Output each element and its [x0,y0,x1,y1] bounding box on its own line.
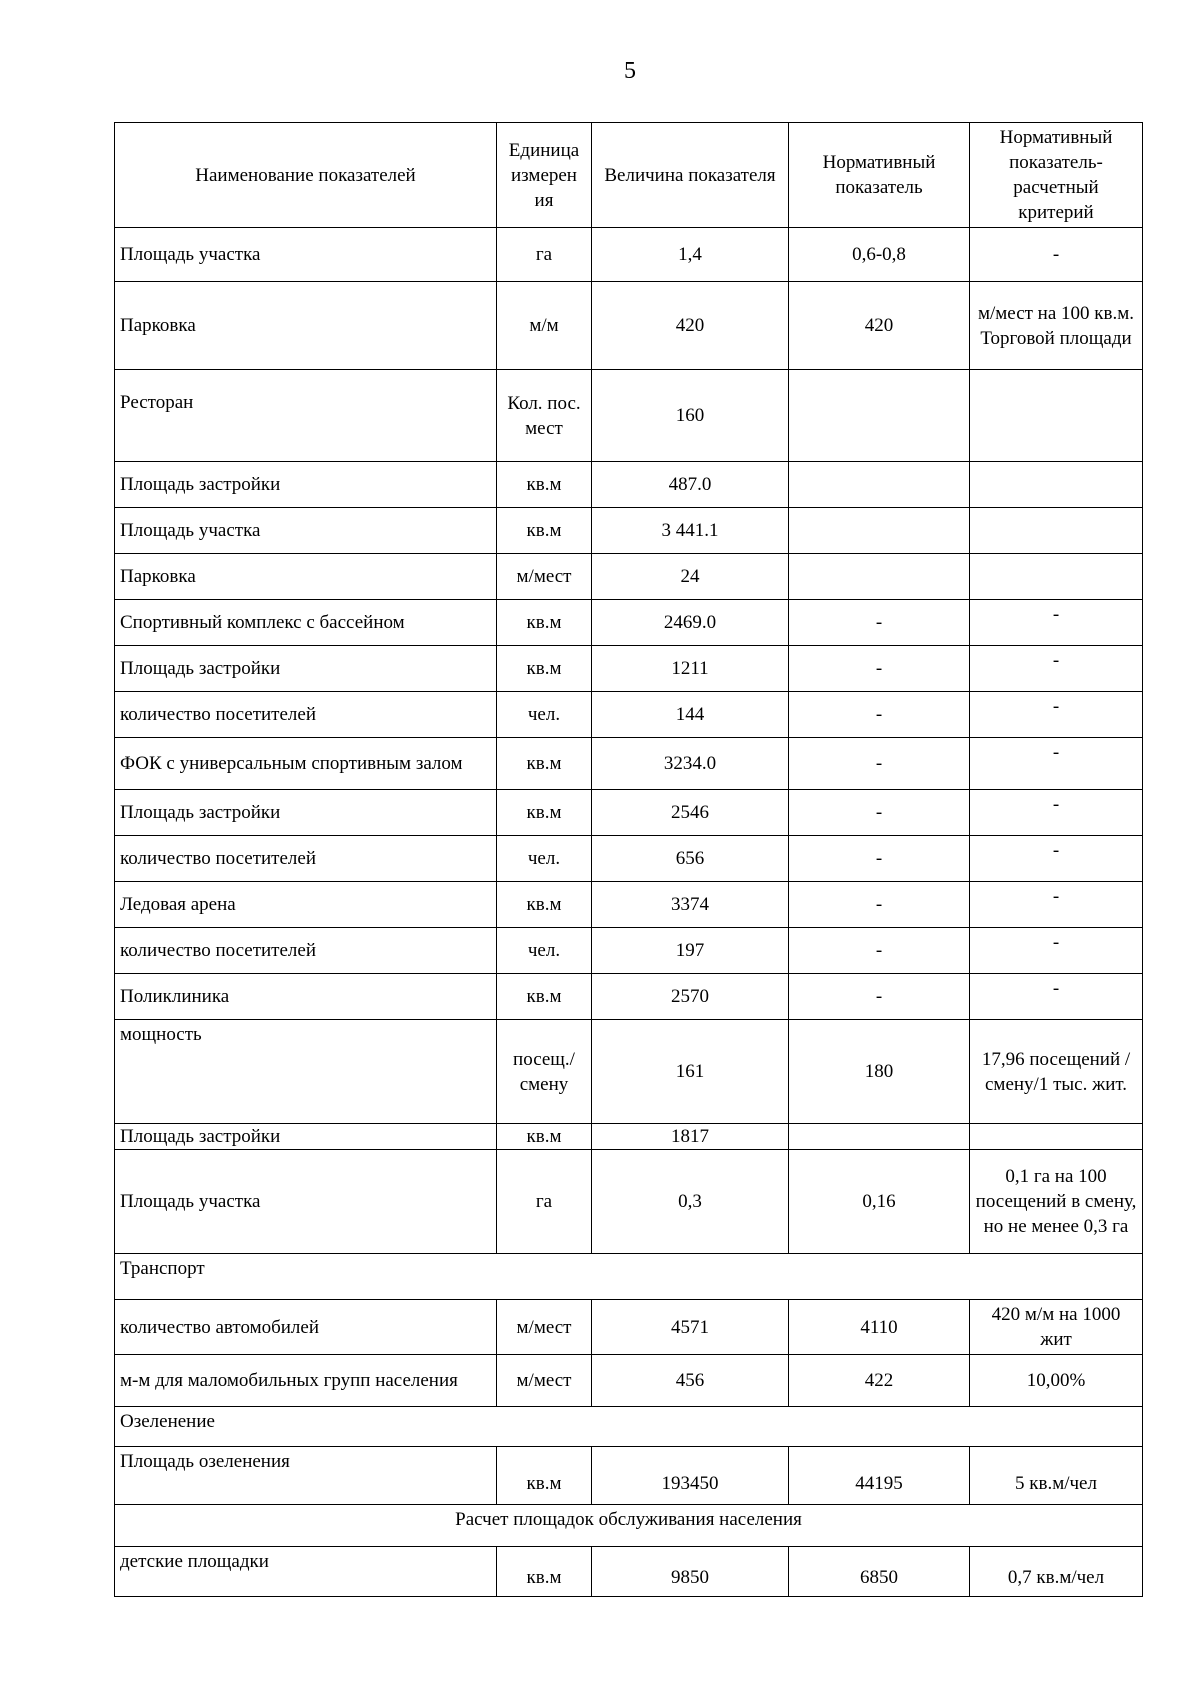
row-criterion: 0,7 кв.м/чел [970,1547,1143,1597]
row-unit: кв.м [497,462,592,508]
row-unit: кв.м [497,790,592,836]
row-value: 2546 [592,790,789,836]
row-name: Ресторан [115,370,497,462]
table-row [115,554,1143,600]
section-row-service [115,1505,1143,1547]
row-criterion: - [970,836,1143,882]
row-criterion: 0,1 га на 100 посещений в смену, но не менее 0,3 га [970,1150,1143,1254]
section-row-transport [115,1254,1143,1300]
table-row [115,462,1143,508]
row-unit: м/м [497,282,592,370]
row-criterion: - [970,882,1143,928]
row-norm [789,508,970,554]
row-unit: м/мест [497,1300,592,1355]
row-criterion: - [970,600,1143,646]
row-criterion: 17,96 посещений /смену/1 тыс. жит. [970,1020,1143,1124]
table-row [115,1020,1143,1124]
table-row [115,1547,1143,1597]
row-value: 197 [592,928,789,974]
table-row [115,508,1143,554]
row-criterion: - [970,974,1143,1020]
row-norm: - [789,646,970,692]
table-row [115,282,1143,370]
row-norm: - [789,738,970,790]
header-criterion: Нормативный показатель-расчетный критерий [970,123,1143,228]
row-norm: - [789,836,970,882]
table-row [115,1124,1143,1150]
table-row [115,836,1143,882]
row-value: 3374 [592,882,789,928]
row-name: количество посетителей [115,692,497,738]
row-value: 193450 [592,1447,789,1505]
row-name: мощность [115,1020,497,1124]
row-value: 161 [592,1020,789,1124]
row-name: Ледовая арена [115,882,497,928]
row-unit: м/мест [497,554,592,600]
header-name: Наименование показателей [115,123,497,228]
row-name: Площадь озеленения [115,1447,497,1505]
row-norm: - [789,692,970,738]
row-unit: чел. [497,928,592,974]
row-norm: - [789,974,970,1020]
section-row-greening [115,1407,1143,1447]
row-norm [789,554,970,600]
row-unit: кв.м [497,1124,592,1150]
table-row [115,370,1143,462]
table-row [115,738,1143,790]
row-norm: - [789,600,970,646]
row-criterion: 10,00% [970,1355,1143,1407]
row-criterion: - [970,692,1143,738]
row-criterion [970,370,1143,462]
indicators-table [114,122,1143,1597]
row-name: Поликлиника [115,974,497,1020]
row-norm: - [789,882,970,928]
row-criterion [970,462,1143,508]
row-value: 2469.0 [592,600,789,646]
row-norm: 44195 [789,1447,970,1505]
row-value: 24 [592,554,789,600]
row-name: ФОК с универсальным спортивным залом [115,738,497,790]
row-norm [789,462,970,508]
row-name: детские площадки [115,1547,497,1597]
row-unit: кв.м [497,646,592,692]
table-row [115,228,1143,282]
row-norm: 422 [789,1355,970,1407]
row-norm [789,1124,970,1150]
row-norm: - [789,790,970,836]
row-criterion: - [970,646,1143,692]
row-unit: га [497,228,592,282]
row-name: количество автомобилей [115,1300,497,1355]
row-norm: 6850 [789,1547,970,1597]
row-name: Площадь застройки [115,790,497,836]
row-value: 160 [592,370,789,462]
table-row [115,974,1143,1020]
row-name: количество посетителей [115,928,497,974]
row-name: Площадь застройки [115,1124,497,1150]
row-value: 487.0 [592,462,789,508]
section-greening: Озеленение [115,1407,1143,1447]
row-norm: 420 [789,282,970,370]
row-criterion: - [970,228,1143,282]
row-norm: 4110 [789,1300,970,1355]
row-norm [789,370,970,462]
header-norm: Нормативный показатель [789,123,970,228]
row-value: 0,3 [592,1150,789,1254]
section-transport: Транспорт [115,1254,1143,1300]
row-name: количество посетителей [115,836,497,882]
row-unit: чел. [497,692,592,738]
row-value: 3234.0 [592,738,789,790]
row-value: 3 441.1 [592,508,789,554]
table-row [115,692,1143,738]
row-norm: 0,6-0,8 [789,228,970,282]
row-unit: га [497,1150,592,1254]
row-unit: посещ./ смену [497,1020,592,1124]
table-row [115,646,1143,692]
row-criterion [970,554,1143,600]
table-row [115,1300,1143,1355]
row-value: 656 [592,836,789,882]
row-unit: кв.м [497,738,592,790]
table-row [115,882,1143,928]
row-value: 9850 [592,1547,789,1597]
table-row [115,1447,1143,1505]
table-row [115,928,1143,974]
row-name: Площадь участка [115,228,497,282]
row-name: Площадь застройки [115,646,497,692]
row-criterion: - [970,738,1143,790]
row-norm: 0,16 [789,1150,970,1254]
row-value: 2570 [592,974,789,1020]
row-criterion: 420 м/м на 1000 жит [970,1300,1143,1355]
table-header-row [115,123,1143,228]
row-criterion: - [970,790,1143,836]
table-row [115,790,1143,836]
row-criterion: - [970,928,1143,974]
row-name: Спортивный комплекс с бассейном [115,600,497,646]
row-unit: Кол. пос. мест [497,370,592,462]
row-name: Площадь участка [115,508,497,554]
row-unit: кв.м [497,600,592,646]
table-row [115,1355,1143,1407]
row-value: 144 [592,692,789,738]
row-unit: кв.м [497,882,592,928]
row-criterion: 5 кв.м/чел [970,1447,1143,1505]
row-name: Парковка [115,282,497,370]
row-norm: - [789,928,970,974]
row-unit: чел. [497,836,592,882]
row-name: м-м для маломобильных групп населения [115,1355,497,1407]
row-name: Площадь участка [115,1150,497,1254]
row-unit: кв.м [497,974,592,1020]
row-norm: 180 [789,1020,970,1124]
row-value: 1211 [592,646,789,692]
row-value: 4571 [592,1300,789,1355]
row-value: 1817 [592,1124,789,1150]
row-value: 420 [592,282,789,370]
header-unit: Единица измерен ия [497,123,592,228]
row-value: 1,4 [592,228,789,282]
header-value: Величина показателя [592,123,789,228]
table-row [115,1150,1143,1254]
page-number: 5 [624,58,636,84]
row-unit: кв.м [497,508,592,554]
row-name: Площадь застройки [115,462,497,508]
table-row [115,600,1143,646]
row-criterion [970,508,1143,554]
row-value: 456 [592,1355,789,1407]
row-unit: м/мест [497,1355,592,1407]
section-service-calc: Расчет площадок обслуживания населения [115,1505,1143,1547]
row-criterion: м/мест на 100 кв.м. Торговой площади [970,282,1143,370]
row-name: Парковка [115,554,497,600]
row-unit: кв.м [497,1547,592,1597]
row-criterion [970,1124,1143,1150]
row-unit: кв.м [497,1447,592,1505]
